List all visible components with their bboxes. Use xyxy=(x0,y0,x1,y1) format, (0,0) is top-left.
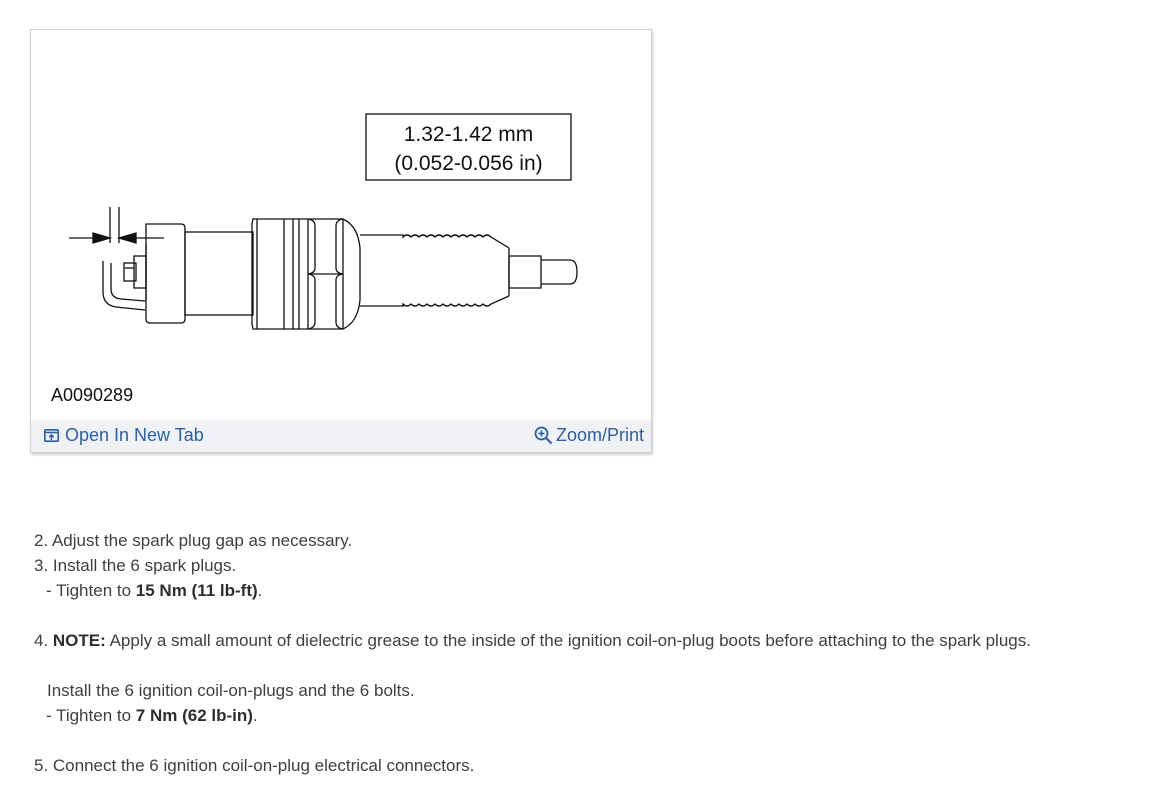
step-3: 3. Install the 6 spark plugs. xyxy=(34,556,237,575)
zoom-print-label: Zoom/Print xyxy=(555,425,644,445)
zoom-print-link[interactable] xyxy=(534,425,644,446)
figure-id-label: A0090289 xyxy=(51,385,134,405)
torque-value: 7 Nm (62 lb-in) xyxy=(135,706,253,725)
step-3-torque-spec xyxy=(34,578,1031,603)
spark-plug-gap-diagram xyxy=(31,30,651,420)
note-text: Apply a small amount of dielectric grease to the inside of the ignition coil-on-plug boots before attaching to the spark plugs. xyxy=(105,631,1031,650)
step-4-torque-spec xyxy=(34,703,1031,728)
step-4-note xyxy=(34,628,1031,653)
tighten-prefix: - Tighten to xyxy=(46,706,136,725)
step-5: 5. Connect the 6 ignition coil-on-plug electrical connectors. xyxy=(34,756,475,775)
note-label: NOTE: xyxy=(52,631,106,650)
gap-spec-in: (0.052-0.056 in) xyxy=(394,152,543,175)
step-4-install: Install the 6 ignition coil-on-plugs and the 6 bolts. xyxy=(47,681,415,700)
tighten-prefix: - Tighten to xyxy=(46,581,136,600)
step-2: 2. Adjust the spark plug gap as necessary. xyxy=(34,531,353,550)
torque-value: 15 Nm (11 lb-ft) xyxy=(135,581,258,600)
procedure-steps xyxy=(34,528,1031,778)
zoom-in-icon xyxy=(534,426,553,445)
open-in-new-tab-label: Open In New Tab xyxy=(65,425,204,445)
figure-footer xyxy=(31,420,651,452)
tighten-suffix: . xyxy=(257,581,263,600)
open-in-new-tab-icon xyxy=(44,429,59,442)
step-4-number: 4. xyxy=(34,631,53,650)
gap-spec-mm: 1.32-1.42 mm xyxy=(403,123,534,146)
figure-card xyxy=(30,29,652,453)
tighten-suffix: . xyxy=(252,706,258,725)
spark-plug-drawing xyxy=(69,207,577,329)
open-in-new-tab-link[interactable] xyxy=(44,425,204,446)
